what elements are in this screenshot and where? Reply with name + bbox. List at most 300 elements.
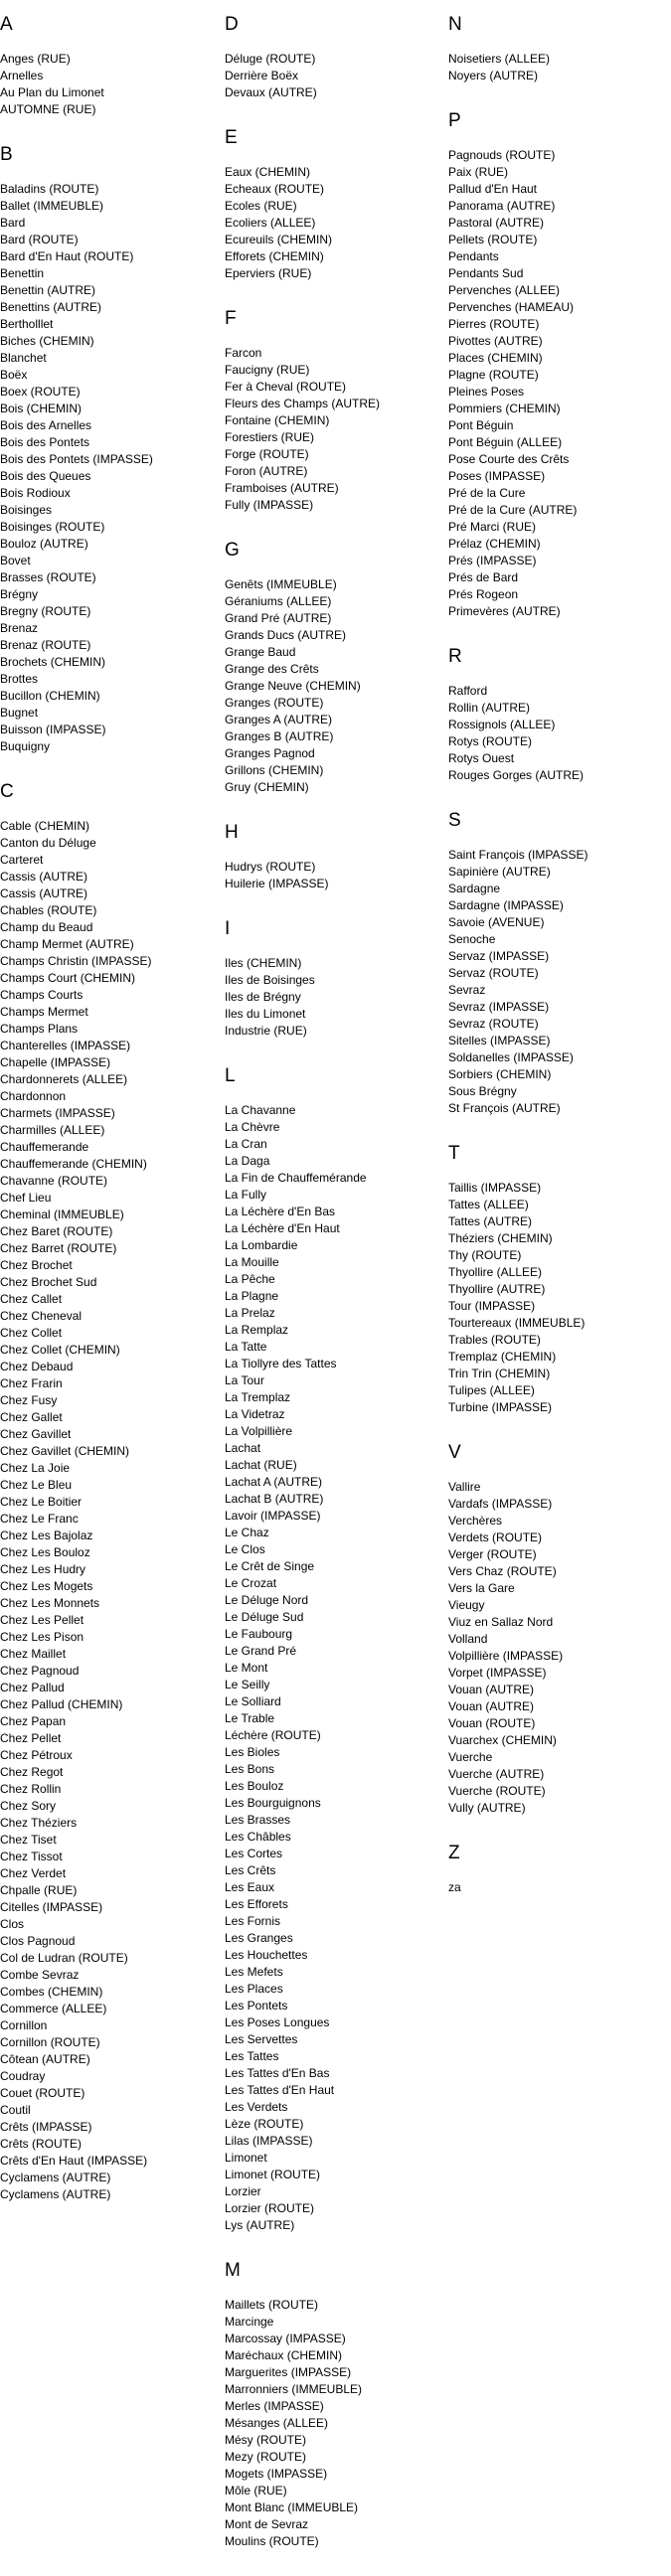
street-list-item: Crêts (IMPASSE) bbox=[0, 2120, 92, 2134]
street-list-item: Clos bbox=[0, 1917, 25, 1931]
street-list-item: Panorama (AUTRE) bbox=[448, 199, 556, 213]
letter-section-h bbox=[225, 822, 448, 892]
street-list-item: Turbine (IMPASSE) bbox=[448, 1400, 553, 1414]
street-list bbox=[0, 818, 224, 2203]
street-list bbox=[225, 576, 448, 796]
street-list-item: Le Déluge Nord bbox=[225, 1593, 309, 1607]
street-list-item: Crêts d'En Haut (IMPASSE) bbox=[0, 2154, 148, 2168]
index-column-3 bbox=[448, 14, 671, 1922]
street-list-item: Théziers (CHEMIN) bbox=[448, 1231, 553, 1245]
street-list-item: Ballet (IMMEUBLE) bbox=[0, 199, 104, 213]
street-list-item: Chables (ROUTE) bbox=[0, 903, 97, 917]
street-list-item: La Volpillière bbox=[225, 1424, 293, 1438]
street-list-item: La Tiollyre des Tattes bbox=[225, 1357, 337, 1370]
street-list-item: Vers Chaz (ROUTE) bbox=[448, 1564, 557, 1578]
street-list-item: Le Grand Pré bbox=[225, 1644, 297, 1658]
street-list-item: Iles de Brégny bbox=[225, 990, 301, 1004]
section-letter-heading: A bbox=[0, 14, 13, 35]
letter-section-g bbox=[225, 540, 448, 796]
street-list-item: Rotys Ouest bbox=[448, 751, 515, 765]
street-list-item: Chez Le Boitier bbox=[0, 1495, 83, 1509]
street-list-item: Champ du Beaud bbox=[0, 920, 93, 934]
street-list-item: Iles de Boisinges bbox=[225, 973, 315, 987]
street-list-item: Les Bouloz bbox=[225, 1779, 284, 1793]
street-list-item: Les Poses Longues bbox=[225, 2015, 330, 2029]
street-list-item: Chez Les Bouloz bbox=[0, 1545, 90, 1559]
section-letter-heading: Z bbox=[448, 1843, 460, 1863]
street-list-item: Cornillon bbox=[0, 2018, 48, 2032]
street-list-item: Limonet (ROUTE) bbox=[225, 2168, 321, 2181]
street-list-item: Lèze (ROUTE) bbox=[225, 2117, 304, 2131]
street-list-item: La Chavanne bbox=[225, 1103, 296, 1117]
street-list bbox=[0, 51, 224, 118]
street-list-item: Maréchaux (CHEMIN) bbox=[225, 2348, 343, 2362]
street-list-item: Les Houchettes bbox=[225, 1948, 308, 1962]
street-list-item: Chez Les Pison bbox=[0, 1630, 84, 1644]
street-list-item: Grange des Crêts bbox=[225, 662, 319, 676]
street-list-item: Lorzier (ROUTE) bbox=[225, 2201, 315, 2215]
street-list-item: Verdets (ROUTE) bbox=[448, 1530, 543, 1544]
street-list-item: Grands Ducs (AUTRE) bbox=[225, 628, 347, 642]
street-list-item: Chez Pellet bbox=[0, 1731, 62, 1745]
street-list-item: Volpillière (IMPASSE) bbox=[448, 1649, 564, 1663]
street-list-item: za bbox=[448, 1880, 461, 1894]
street-list bbox=[448, 51, 671, 84]
street-list-item: Biches (CHEMIN) bbox=[0, 334, 94, 348]
street-list-item: Chez Brochet bbox=[0, 1258, 73, 1272]
street-list-item: Sevraz (ROUTE) bbox=[448, 1017, 539, 1031]
street-list-item: Thy (ROUTE) bbox=[448, 1248, 522, 1262]
letter-section-r bbox=[448, 646, 671, 784]
street-list-item: Brégny bbox=[0, 587, 39, 601]
street-list bbox=[0, 181, 224, 755]
street-list-item: La Léchère d'En Bas bbox=[225, 1205, 336, 1218]
street-list-item: Cyclamens (AUTRE) bbox=[0, 2171, 111, 2184]
street-list-item: Le Clos bbox=[225, 1542, 265, 1556]
street-list-item: Bucillon (CHEMIN) bbox=[0, 689, 100, 703]
street-list-item: Les Efforets bbox=[225, 1897, 288, 1911]
street-list-item: Chez Fusy bbox=[0, 1393, 58, 1407]
street-list-item: Fleurs des Champs (AUTRE) bbox=[225, 397, 381, 410]
street-list-item: Benettin bbox=[0, 266, 45, 280]
letter-section-t bbox=[448, 1143, 671, 1416]
street-list-item: Pré de la Cure (AUTRE) bbox=[448, 503, 578, 517]
street-list-item: Les Crêts bbox=[225, 1863, 276, 1877]
street-list bbox=[225, 2297, 448, 2550]
section-letter-heading: S bbox=[448, 810, 461, 831]
street-list-item: Le Trable bbox=[225, 1711, 275, 1725]
street-list-item: La Tour bbox=[225, 1373, 264, 1387]
street-list-item: Pastoral (AUTRE) bbox=[448, 216, 545, 230]
street-list-item: La Tremplaz bbox=[225, 1390, 291, 1404]
street-list-item: Tourtereaux (IMMEUBLE) bbox=[448, 1316, 586, 1330]
street-list-item: Pendants Sud bbox=[448, 266, 524, 280]
street-list-item: Vuerche (AUTRE) bbox=[448, 1767, 545, 1781]
street-list-item: Crêts (ROUTE) bbox=[0, 2137, 82, 2151]
street-list-item: Citelles (IMPASSE) bbox=[0, 1900, 103, 1914]
street-list-item: Bois des Pontets bbox=[0, 435, 90, 449]
street-list-item: Chez Verdet bbox=[0, 1866, 67, 1880]
street-list-item: Trables (ROUTE) bbox=[448, 1333, 541, 1347]
street-list-item: Vully (AUTRE) bbox=[448, 1801, 526, 1815]
street-list bbox=[448, 1479, 671, 1817]
street-list-item: Paix (RUE) bbox=[448, 165, 509, 179]
street-list-item: Iles du Limonet bbox=[225, 1007, 306, 1021]
street-list-item: Servaz (ROUTE) bbox=[448, 966, 539, 980]
street-list-item: Chez Pallud (CHEMIN) bbox=[0, 1697, 123, 1711]
street-list-item: Thyollire (AUTRE) bbox=[448, 1282, 546, 1296]
section-letter-heading: T bbox=[448, 1143, 460, 1164]
street-list-item: Brottes bbox=[0, 672, 39, 686]
street-list-item: La Prelaz bbox=[225, 1306, 275, 1320]
street-list-item: Boex (ROUTE) bbox=[0, 385, 81, 399]
letter-section-p bbox=[448, 110, 671, 620]
street-list-item: Chez Le Bleu bbox=[0, 1478, 73, 1492]
street-list-item: Chez Maillet bbox=[0, 1647, 67, 1661]
street-list-item: Plagne (ROUTE) bbox=[448, 368, 539, 382]
street-list-item: Cornillon (ROUTE) bbox=[0, 2035, 100, 2049]
street-list-item: Noisetiers (ALLEE) bbox=[448, 52, 551, 66]
section-letter-heading: C bbox=[0, 781, 14, 802]
street-list-item: La Remplaz bbox=[225, 1323, 289, 1337]
street-list-item: Boëx bbox=[0, 368, 28, 382]
street-list-item: Mésanges (ALLEE) bbox=[225, 2416, 329, 2430]
street-list-item: Vallire bbox=[448, 1480, 481, 1494]
section-letter-heading: G bbox=[225, 540, 240, 561]
letter-section-a bbox=[0, 14, 224, 118]
index-column-1 bbox=[0, 14, 224, 2229]
street-list-item: Moulins (ROUTE) bbox=[225, 2534, 319, 2548]
street-list-item: Les Brasses bbox=[225, 1813, 291, 1827]
street-list-item: Fontaine (CHEMIN) bbox=[225, 413, 330, 427]
street-list-item: Senoche bbox=[448, 932, 496, 946]
street-list-item: Pose Courte des Crêts bbox=[448, 452, 570, 466]
street-list-item: Cyclamens (AUTRE) bbox=[0, 2187, 111, 2201]
street-list bbox=[225, 164, 448, 282]
street-list-item: Charmilles (ALLEE) bbox=[0, 1123, 105, 1137]
street-list-item: Pommiers (CHEMIN) bbox=[448, 402, 561, 415]
street-list-item: Rotys (ROUTE) bbox=[448, 734, 532, 748]
street-list-item: Sevraz bbox=[448, 983, 486, 997]
street-list-item: Farcon bbox=[225, 346, 262, 360]
street-list-item: Pont Béguin (ALLEE) bbox=[448, 435, 563, 449]
street-list-item: Cheminal (IMMEUBLE) bbox=[0, 1208, 124, 1221]
section-letter-heading: L bbox=[225, 1065, 236, 1086]
street-list-item: La Videtraz bbox=[225, 1407, 285, 1421]
street-list-item: Bouloz (AUTRE) bbox=[0, 537, 88, 551]
street-list-item: Arnelles bbox=[0, 69, 44, 82]
street-list-item: Grillons (CHEMIN) bbox=[225, 763, 324, 777]
street-list-item: Pervenches (ALLEE) bbox=[448, 283, 561, 297]
street-list-item: Chez Callet bbox=[0, 1292, 63, 1306]
street-list-item: Les Bioles bbox=[225, 1745, 280, 1759]
street-list-item: Iles (CHEMIN) bbox=[225, 956, 302, 970]
street-list-item: Pont Béguin bbox=[448, 418, 514, 432]
street-list-item: Lachat bbox=[225, 1441, 261, 1455]
street-list-item: Sorbiers (CHEMIN) bbox=[448, 1067, 552, 1081]
street-list-item: Soldanelles (IMPASSE) bbox=[448, 1050, 574, 1064]
street-list-item: Sitelles (IMPASSE) bbox=[448, 1034, 551, 1047]
street-list-item: Vouan (AUTRE) bbox=[448, 1683, 535, 1696]
street-list-item: Eperviers (RUE) bbox=[225, 266, 312, 280]
street-list-item: Blanchet bbox=[0, 351, 47, 365]
street-list-item: Chez La Joie bbox=[0, 1461, 71, 1475]
section-letter-heading: I bbox=[225, 918, 231, 939]
street-list-item: Lachat A (AUTRE) bbox=[225, 1475, 323, 1489]
street-list-item: Vers la Gare bbox=[448, 1581, 515, 1595]
letter-section-z bbox=[448, 1843, 671, 1896]
section-letter-heading: R bbox=[448, 646, 462, 667]
street-list-item: Lavoir (IMPASSE) bbox=[225, 1509, 321, 1523]
street-list-item: Le Chaz bbox=[225, 1526, 269, 1539]
street-list-item: Foron (AUTRE) bbox=[225, 464, 308, 478]
street-list-item: Brenaz (ROUTE) bbox=[0, 638, 91, 652]
street-list-item: La Fin de Chauffemérande bbox=[225, 1171, 367, 1185]
street-list-item: La Cran bbox=[225, 1137, 267, 1151]
street-list bbox=[225, 1102, 448, 2234]
section-letter-heading: M bbox=[225, 2260, 241, 2281]
street-list-item: Brasses (ROUTE) bbox=[0, 570, 96, 584]
street-list-item: Granges A (AUTRE) bbox=[225, 713, 333, 726]
street-list-item: Combe Sevraz bbox=[0, 1968, 80, 1982]
street-list-item: Chez Frarin bbox=[0, 1376, 63, 1390]
street-list-item: Les Mefets bbox=[225, 1965, 283, 1979]
street-list-item: Vuerche bbox=[448, 1750, 493, 1764]
street-list bbox=[225, 859, 448, 892]
street-list-item: Les Tattes d'En Bas bbox=[225, 2066, 330, 2080]
street-list-item: Chez Cheneval bbox=[0, 1309, 83, 1323]
street-list-item: Chef Lieu bbox=[0, 1191, 52, 1205]
street-list-item: Bois des Queues bbox=[0, 469, 91, 483]
street-list-item: Chez Regot bbox=[0, 1765, 64, 1779]
street-list-item: Bovet bbox=[0, 554, 31, 567]
street-list-item: Chavanne (ROUTE) bbox=[0, 1174, 108, 1188]
street-list-item: Déluge (ROUTE) bbox=[225, 52, 316, 66]
street-list-item: Champs Christin (IMPASSE) bbox=[0, 954, 152, 968]
street-list-item: Chez Rollin bbox=[0, 1782, 62, 1796]
street-list-item: Eaux (CHEMIN) bbox=[225, 165, 311, 179]
street-list-item: Les Châbles bbox=[225, 1830, 291, 1844]
street-list-item: Ecureuils (CHEMIN) bbox=[225, 233, 333, 246]
street-list-item: Prés (IMPASSE) bbox=[448, 554, 537, 567]
section-letter-heading: N bbox=[448, 14, 462, 35]
street-list-item: Poses (IMPASSE) bbox=[448, 469, 546, 483]
street-list-item: Vuerche (ROUTE) bbox=[448, 1784, 546, 1798]
street-list-item: Le Déluge Sud bbox=[225, 1610, 304, 1624]
street-list-item: Pallud d'En Haut bbox=[448, 182, 538, 196]
index-column-2 bbox=[225, 14, 448, 2576]
street-list-item: Noyers (AUTRE) bbox=[448, 69, 539, 82]
street-list-item: La Tatte bbox=[225, 1340, 267, 1354]
street-list-item: Chauffemerande (CHEMIN) bbox=[0, 1157, 147, 1171]
street-list-item: AUTOMNE (RUE) bbox=[0, 102, 96, 116]
street-list-item: Brochets (CHEMIN) bbox=[0, 655, 106, 669]
street-list-item: Chez Gallet bbox=[0, 1410, 63, 1424]
street-list-item: Les Tattes bbox=[225, 2049, 279, 2063]
street-list-item: Les Servettes bbox=[225, 2032, 298, 2046]
street-list-item: Chez Pétroux bbox=[0, 1748, 73, 1762]
street-list-item: Canton du Déluge bbox=[0, 836, 96, 850]
letter-section-m bbox=[225, 2260, 448, 2550]
letter-section-v bbox=[448, 1442, 671, 1817]
street-list-item: Ecoles (RUE) bbox=[225, 199, 297, 213]
street-list-item: La Plagne bbox=[225, 1289, 279, 1303]
street-list bbox=[225, 345, 448, 514]
street-list-item: Echeaux (ROUTE) bbox=[225, 182, 325, 196]
street-list-item: Baladins (ROUTE) bbox=[0, 182, 99, 196]
street-list-item: Granges B (AUTRE) bbox=[225, 729, 334, 743]
street-list-item: Servaz (IMPASSE) bbox=[448, 949, 550, 963]
street-list-item: Chez Le Franc bbox=[0, 1512, 79, 1526]
street-list-item: Boisinges bbox=[0, 503, 53, 517]
letter-section-c bbox=[0, 781, 224, 2203]
street-list-item: Bard (ROUTE) bbox=[0, 233, 79, 246]
street-list-item: Granges Pagnod bbox=[225, 746, 315, 760]
section-letter-heading: E bbox=[225, 127, 238, 148]
street-list bbox=[448, 147, 671, 620]
street-list-item: Tour (IMPASSE) bbox=[448, 1299, 536, 1313]
street-list-item: Bois Rodioux bbox=[0, 486, 71, 500]
street-list-item: Tattes (AUTRE) bbox=[448, 1214, 533, 1228]
street-list-item: Mont de Sevraz bbox=[225, 2517, 309, 2531]
street-list-item: La Chèvre bbox=[225, 1120, 280, 1134]
street-list-item: Les Tattes d'En Haut bbox=[225, 2083, 335, 2097]
street-list bbox=[448, 1879, 671, 1896]
street-list bbox=[448, 847, 671, 1117]
street-list-item: La Fully bbox=[225, 1188, 267, 1202]
street-list-item: Chanterelles (IMPASSE) bbox=[0, 1039, 131, 1052]
street-list-item: Vuarchex (CHEMIN) bbox=[448, 1733, 557, 1747]
street-list-item: St François (AUTRE) bbox=[448, 1101, 561, 1115]
street-list-item: Marcinge bbox=[225, 2315, 274, 2329]
street-list-item: Gruy (CHEMIN) bbox=[225, 780, 309, 794]
street-list-item: Champs Courts bbox=[0, 988, 84, 1002]
street-list-item: Thyollire (ALLEE) bbox=[448, 1265, 543, 1279]
street-list-item: Vieugy bbox=[448, 1598, 485, 1612]
street-list-item: Rollin (AUTRE) bbox=[448, 701, 531, 715]
street-list-item: La Lombardie bbox=[225, 1238, 298, 1252]
street-list-item: Chez Baret (ROUTE) bbox=[0, 1224, 113, 1238]
street-list-item: Sardagne bbox=[448, 882, 501, 895]
street-list-item: La Léchère d'En Haut bbox=[225, 1221, 340, 1235]
street-list-item: Verger (ROUTE) bbox=[448, 1547, 537, 1561]
letter-section-f bbox=[225, 308, 448, 514]
street-list-item: Chez Collet bbox=[0, 1326, 63, 1340]
street-list-item: Chez Tiset bbox=[0, 1833, 57, 1847]
street-list-item: Bugnet bbox=[0, 706, 39, 720]
street-list-item: Bregny (ROUTE) bbox=[0, 604, 91, 618]
street-list-item: Pré Marci (RUE) bbox=[448, 520, 537, 534]
section-letter-heading: V bbox=[448, 1442, 461, 1463]
street-list-item: Tremplaz (CHEMIN) bbox=[448, 1350, 557, 1364]
street-list-item: Chez Les Bajolaz bbox=[0, 1529, 93, 1542]
letter-section-n bbox=[448, 14, 671, 84]
street-list-item: Rossignols (ALLEE) bbox=[448, 718, 556, 731]
street-list-item: Pellets (ROUTE) bbox=[448, 233, 538, 246]
street-list-item: Le Solliard bbox=[225, 1694, 281, 1708]
street-list-item: Marcossay (IMPASSE) bbox=[225, 2332, 346, 2345]
street-list bbox=[225, 955, 448, 1040]
street-list-item: Trin Trin (CHEMIN) bbox=[448, 1367, 551, 1380]
street-list-item: Chez Pallud bbox=[0, 1681, 65, 1694]
street-list-item: Chez Papan bbox=[0, 1714, 67, 1728]
street-list-item: Chez Les Mogets bbox=[0, 1579, 93, 1593]
street-list-item: Devaux (AUTRE) bbox=[225, 85, 317, 99]
street-list-item: Faucigny (RUE) bbox=[225, 363, 310, 377]
street-list-item: Chez Gavillet bbox=[0, 1427, 72, 1441]
street-list-item: Pierres (ROUTE) bbox=[448, 317, 540, 331]
street-list-item: Pré de la Cure bbox=[448, 486, 526, 500]
street-list-item: Chez Gavillet (CHEMIN) bbox=[0, 1444, 130, 1458]
street-list-item: Sardagne (IMPASSE) bbox=[448, 898, 564, 912]
street-list-item: Forestiers (RUE) bbox=[225, 430, 315, 444]
street-list-item: Bertholllet bbox=[0, 317, 54, 331]
street-list-item: Les Verdets bbox=[225, 2100, 288, 2114]
letter-section-s bbox=[448, 810, 671, 1117]
street-list-item: Lys (AUTRE) bbox=[225, 2218, 295, 2232]
street-list-item: Forge (ROUTE) bbox=[225, 447, 309, 461]
street-list-item: Côtean (AUTRE) bbox=[0, 2052, 90, 2066]
street-list-item: Vouan (AUTRE) bbox=[448, 1699, 535, 1713]
street-list bbox=[448, 683, 671, 784]
street-list-item: Combes (CHEMIN) bbox=[0, 1985, 103, 1999]
street-list-item: Chez Les Monnets bbox=[0, 1596, 100, 1610]
street-list-item: Marguerites (IMPASSE) bbox=[225, 2365, 352, 2379]
street-list-item: Pervenches (HAMEAU) bbox=[448, 300, 575, 314]
street-list-item: Industrie (RUE) bbox=[225, 1024, 307, 1038]
street-list-item: Savoie (AVENUE) bbox=[448, 915, 545, 929]
letter-section-l bbox=[225, 1065, 448, 2234]
street-list-item: Hudrys (ROUTE) bbox=[225, 860, 316, 874]
street-list-item: Chardonnerets (ALLEE) bbox=[0, 1072, 128, 1086]
street-list-item: Les Eaux bbox=[225, 1880, 275, 1894]
street-list bbox=[448, 1180, 671, 1416]
street-list-item: Bois des Pontets (IMPASSE) bbox=[0, 452, 153, 466]
street-list-item: Taillis (IMPASSE) bbox=[448, 1181, 542, 1195]
street-list-item: Chez Théziers bbox=[0, 1816, 78, 1830]
street-list-item: Chez Brochet Sud bbox=[0, 1275, 97, 1289]
street-list-item: Maillets (ROUTE) bbox=[225, 2298, 319, 2312]
street-list-item: Vardafs (IMPASSE) bbox=[448, 1497, 553, 1511]
street-list-item: Chez Les Pellet bbox=[0, 1613, 84, 1627]
street-list-item: Cassis (AUTRE) bbox=[0, 870, 88, 884]
street-list-item: Framboises (AUTRE) bbox=[225, 481, 339, 495]
street-list-item: Pleines Poses bbox=[448, 385, 525, 399]
street-list-item: Les Bons bbox=[225, 1762, 275, 1776]
street-list-item: Le Crêt de Singe bbox=[225, 1559, 315, 1573]
street-list-item: Môle (RUE) bbox=[225, 2484, 287, 2497]
street-list-item: Le Seilly bbox=[225, 1678, 270, 1691]
street-list-item: Buisson (IMPASSE) bbox=[0, 723, 106, 736]
street-list-item: Sous Brégny bbox=[448, 1084, 517, 1098]
street-list-item: Les Granges bbox=[225, 1931, 293, 1945]
street-list-item: Le Crozat bbox=[225, 1576, 277, 1590]
street-list-item: Volland bbox=[448, 1632, 488, 1646]
street-list-item: La Mouille bbox=[225, 1255, 279, 1269]
street-list-item: Buquigny bbox=[0, 739, 51, 753]
street-list-item: Carteret bbox=[0, 853, 44, 867]
street-list-item: Les Fornis bbox=[225, 1914, 281, 1928]
street-list-item: Primevères (AUTRE) bbox=[448, 604, 561, 618]
street-list-item: Le Mont bbox=[225, 1661, 268, 1675]
street-list-item: Chpalle (RUE) bbox=[0, 1883, 78, 1897]
street-list-item: Bard bbox=[0, 216, 26, 230]
street-list-item: Les Places bbox=[225, 1982, 283, 1996]
street-list-item: Granges (ROUTE) bbox=[225, 696, 324, 710]
street-list-item: Vorpet (IMPASSE) bbox=[448, 1666, 547, 1680]
street-list-item: Coudray bbox=[0, 2069, 46, 2083]
street-list-item: Sapinière (AUTRE) bbox=[448, 865, 551, 879]
